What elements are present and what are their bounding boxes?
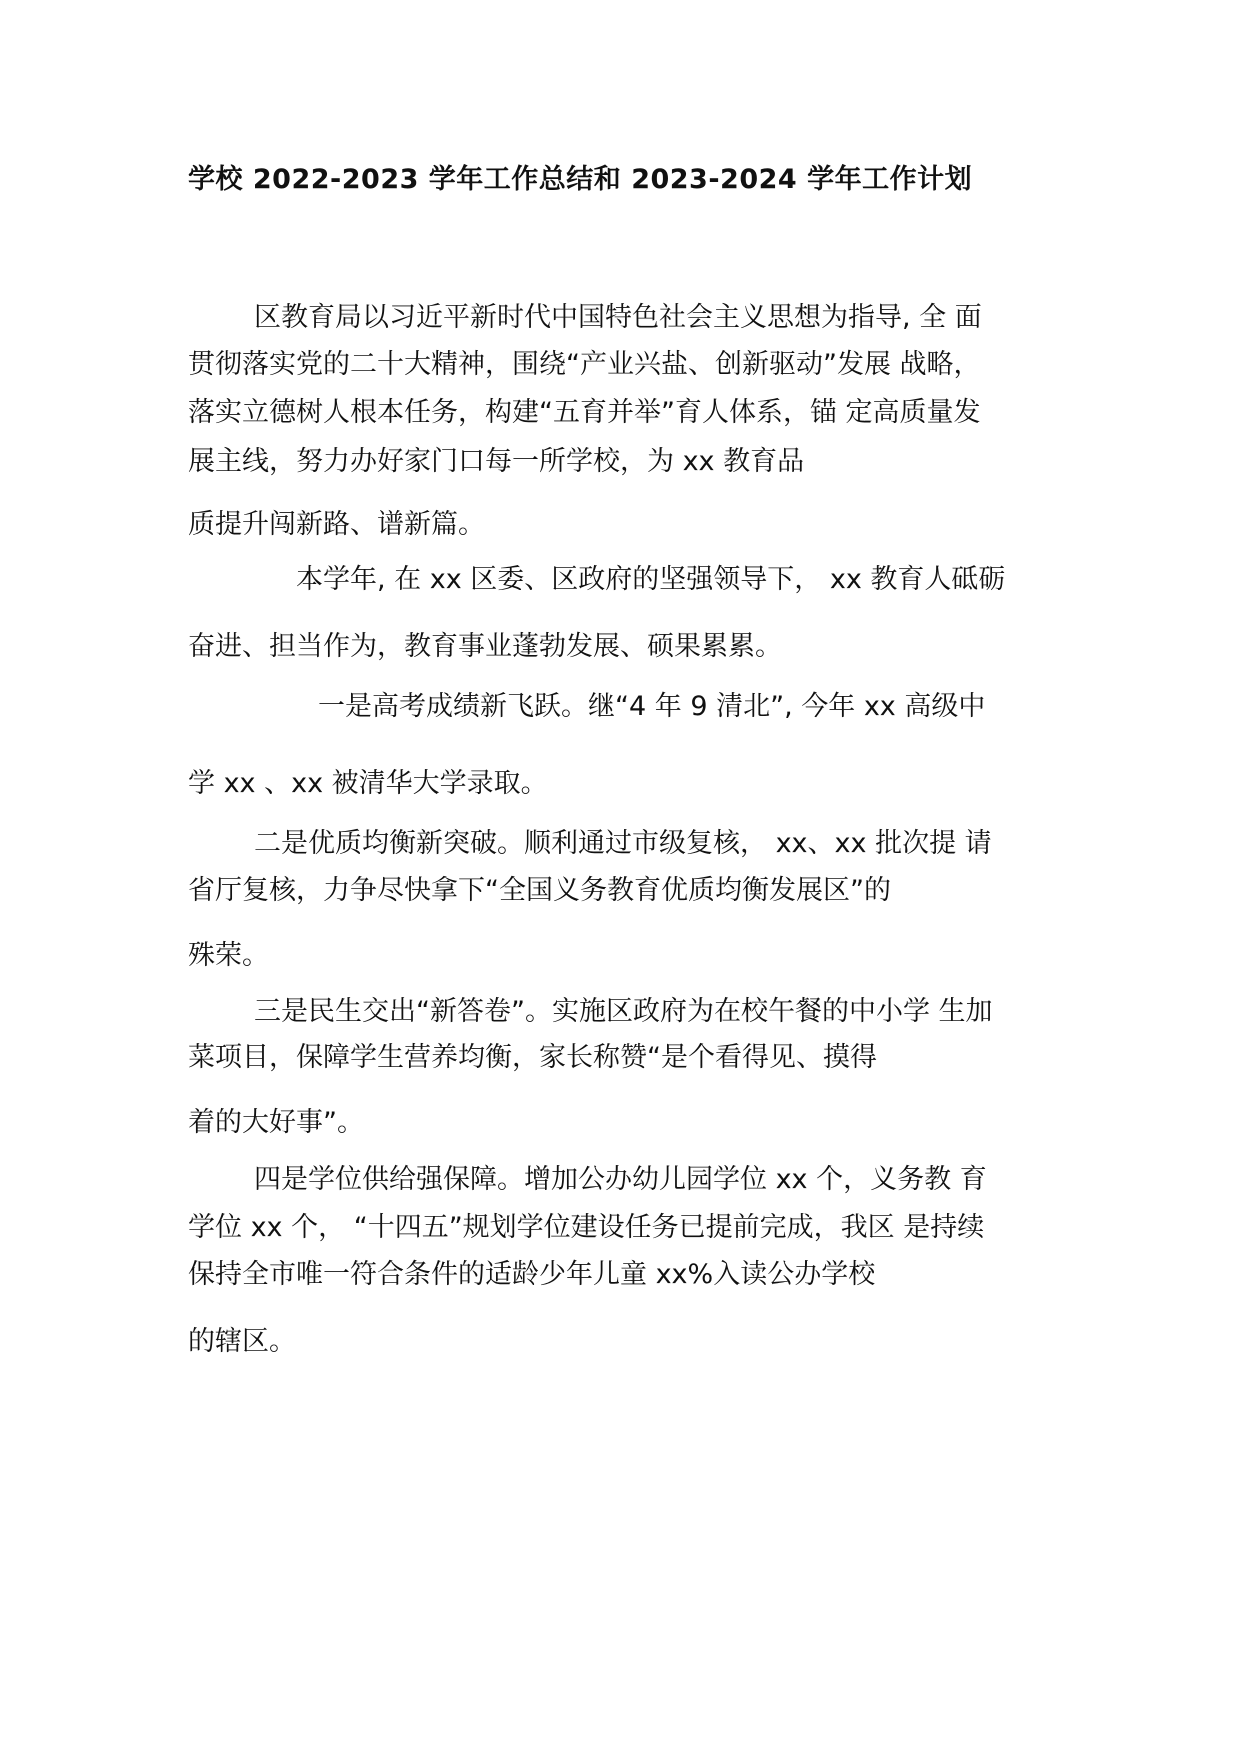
paragraph-1-line-3: 落实立德树人根本任务，构建“五育并举”育人体系，锚 定高质量发 [188,397,981,428]
paragraph-2-line-2: 奋进、担当作为，教育事业蓬勃发展、硕果累累。 [188,631,782,662]
paragraph-5-line-2: 菜项目，保障学生营养均衡，家长称赞“是个看得见、摸得 [188,1042,877,1073]
paragraph-3-line-1: 一是高考成绩新飞跃。继“4 年 9 清北”, 今年 xx 高级中 [318,691,986,722]
paragraph-1-line-4: 展主线，努力办好家门口每一所学校，为 xx 教育品 [188,446,805,477]
paragraph-6-line-3: 保持全市唯一符合条件的适龄少年儿童 xx%入读公办学校 [188,1259,876,1290]
paragraph-1-line-5: 质提升闯新路、谱新篇。 [188,509,485,540]
paragraph-6-line-2: 学位 xx 个， “十四五”规划学位建设任务已提前完成，我区 是持续 [188,1212,985,1243]
paragraph-1-line-2: 贯彻落实党的二十大精神，围绕“产业兴盐、创新驱动”发展 战略， [188,349,981,380]
paragraph-5-line-3: 着的大好事”。 [188,1107,364,1138]
paragraph-4-line-2: 省厅复核，力争尽快拿下“全国义务教育优质均衡发展区”的 [188,875,891,906]
paragraph-1-line-1: 区教育局以习近平新时代中国特色社会主义思想为指导, 全 面 [254,302,982,333]
paragraph-4-line-1: 二是优质均衡新突破。顺利通过市级复核， xx、xx 批次提 请 [254,828,992,859]
paragraph-6-line-1: 四是学位供给强保障。增加公办幼儿园学位 xx 个，义务教 育 [254,1164,987,1195]
paragraph-3-line-2: 学 xx 、xx 被清华大学录取。 [188,768,548,799]
paragraph-5-line-1: 三是民生交出“新答卷”。实施区政府为在校午餐的中小学 生加 [254,996,993,1027]
paragraph-6-line-4: 的辖区。 [188,1326,296,1357]
paragraph-2-line-1: 本学年, 在 xx 区委、区政府的坚强领导下， xx 教育人砥砺 [296,564,1006,595]
paragraph-4-line-3: 殊荣。 [188,940,269,971]
document-title: 学校 2022-2023 学年工作总结和 2023-2024 学年工作计划 [188,164,973,195]
